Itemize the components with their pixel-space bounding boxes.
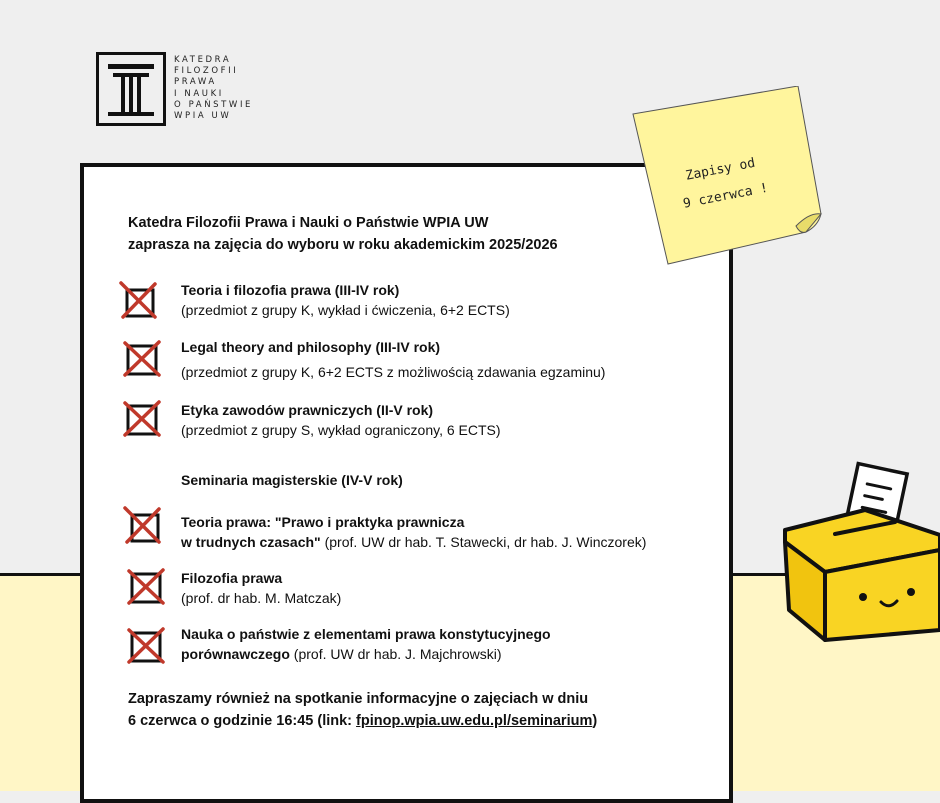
checked-box-icon: [118, 280, 158, 320]
seminar-item: [181, 568, 721, 608]
column-logo-icon: [96, 52, 166, 128]
logo-line: I NAUKI: [174, 88, 224, 99]
logo-text: [174, 55, 253, 122]
sticky-line-1: Zapisy od: [684, 155, 757, 184]
logo-line: O PAŃSTWIE: [174, 99, 254, 110]
checked-box-icon: [126, 566, 166, 606]
sticky-line-2: 9 czerwca !: [681, 180, 770, 212]
intro-text: [128, 212, 648, 256]
seminar-title: Teoria prawa: "Prawo i praktyka prawnicza: [181, 514, 465, 530]
course-title: Teoria i filozofia prawa (III-IV rok): [181, 282, 400, 298]
department-logo: [96, 52, 276, 132]
footer-text: [128, 688, 688, 732]
logo-line: PRAWA: [174, 77, 217, 88]
seminars-heading: Seminaria magisterskie (IV-V rok): [181, 472, 403, 488]
seminar-detail: (prof. UW dr hab. J. Majchrowski): [289, 646, 502, 662]
seminar-title: Filozofia prawa: [181, 570, 283, 586]
footer-line-2-end: ): [592, 713, 598, 729]
course-item: [181, 400, 721, 440]
ballot-box-icon: [775, 460, 940, 660]
intro-line-2: zaprasza na zajęcia do wyboru w roku akademickim 2025/2026: [128, 237, 558, 253]
course-item: [181, 337, 721, 382]
course-detail: (przedmiot z grupy K, 6+2 ECTS z możliwością zdawania egzaminu): [181, 364, 606, 380]
seminar-title-cont: porównawczego: [181, 646, 290, 662]
seminar-link[interactable]: fpinop.wpia.uw.edu.pl/seminarium: [356, 713, 593, 729]
seminar-item: [181, 512, 721, 552]
course-detail: (przedmiot z grupy S, wykład ograniczony, 6 ECTS): [181, 422, 501, 438]
seminar-title-cont: w trudnych czasach": [181, 534, 321, 550]
seminar-title: Nauka o państwie z elementami prawa konstytucyjnego: [181, 626, 551, 642]
checked-box-icon: [122, 505, 162, 545]
logo-line: WPIA UW: [174, 111, 232, 122]
checked-box-icon: [126, 625, 166, 665]
intro-line-1: Katedra Filozofii Prawa i Nauki o Państwie WPIA UW: [128, 215, 489, 231]
footer-line-1: Zapraszamy również na spotkanie informacyjne o zajęciach w dniu: [128, 691, 589, 707]
course-detail: (przedmiot z grupy K, wykład i ćwiczenia, 6+2 ECTS): [181, 302, 510, 318]
seminar-detail: (prof. UW dr hab. T. Stawecki, dr hab. J. Winczorek): [320, 534, 647, 550]
seminar-detail: (prof. dr hab. M. Matczak): [181, 590, 342, 606]
logo-line: KATEDRA: [174, 55, 232, 65]
footer-line-2: [128, 710, 688, 732]
seminar-item: [181, 624, 721, 664]
logo-line: FILOZOFII: [174, 66, 239, 77]
course-title: Legal theory and philosophy (III-IV rok): [181, 339, 441, 355]
checked-box-icon: [122, 398, 162, 438]
course-title: Etyka zawodów prawniczych (II-V rok): [181, 402, 434, 418]
checked-box-icon: [122, 338, 162, 378]
course-item: [181, 280, 721, 320]
footer-line-2-text: 6 czerwca o godzinie 16:45 (link:: [128, 713, 357, 729]
